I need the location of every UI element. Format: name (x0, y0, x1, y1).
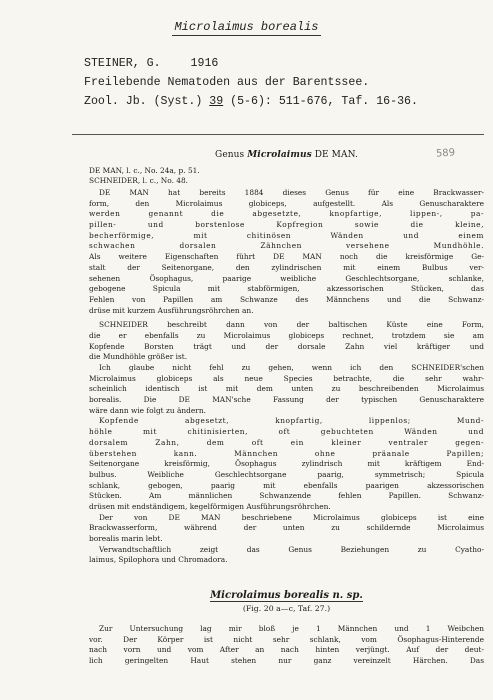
text-line: pillen- und borstenlose Kopfregion sowie die kleine, (89, 220, 484, 230)
reference-journal-line (84, 92, 484, 111)
card-divider (72, 134, 484, 135)
text-line: Microlaimus globiceps als neue Species betrachte, die sehr wahr- (89, 373, 484, 383)
paragraph-2 (89, 320, 484, 363)
text-line: drüsen mit endständigem, kegelförmigen Ausführungsröhrchen. (89, 501, 331, 511)
text-line: vor. Der Körper ist nicht sehr schlank, vom Ösophagus-Hinterende (89, 634, 484, 644)
text-line: dorsalem Zahn, dem oft ein kleiner ventraler gegen- (89, 437, 484, 447)
text-line: nach vorn und vom After an nach hinten verjüngt. Auf der deut- (89, 645, 484, 655)
text-line: überstehen kann. Männchen ohne präanale Papillen; (89, 448, 484, 458)
paragraph-3 (89, 363, 484, 416)
text-line: schwachen dorsalen Zähnchen versehene Mundhöhle. (89, 241, 484, 251)
synonym-line: DE MAN, l. c., No. 24a, p. 51. (89, 166, 200, 175)
paragraph-4 (89, 416, 484, 512)
text-line: Verwandtschaftlich zeigt das Genus Beziehungen zu Cyatho- (99, 544, 484, 554)
species-heading (84, 590, 489, 601)
genus-heading (84, 150, 489, 160)
text-line: Kopfende abgesetzt, knopfartig, lippenlos; Mund- (99, 416, 484, 426)
text-line: DE MAN hat bereits 1884 dieses Genus für eine Brackwasser- (99, 188, 484, 197)
text-line: stalt der Seitenorgane, den zylindrischen mit einem Bulbus ver- (89, 262, 484, 272)
genus-heading-name: Microlaimus (247, 150, 312, 160)
card-title-text: Microlaimus borealis (174, 20, 319, 34)
text-line: Der von DE MAN beschriebene Microlaimus globiceps ist eine (99, 512, 484, 522)
figure-reference: (Fig. 20 a—c, Taf. 27.) (242, 604, 331, 613)
reference-volume: 39 (209, 95, 224, 108)
reference-title: Freilebende Nematoden aus der Barentssee. (84, 76, 370, 89)
text-body-species (89, 624, 484, 667)
reference-author-line (84, 54, 484, 73)
text-line: scheinlich identisch ist mit dem unten zu beschreibenden Microlaimus (89, 384, 484, 394)
text-line: laimus, Spilophora und Chromadora. (89, 555, 228, 565)
text-line: sehenen Ösophagus, paarige weibliche Geschlechtsorgane, schlanke, (89, 273, 484, 283)
paragraph-6 (89, 545, 484, 566)
text-line: Kopfende Borsten trägt und der dorsale Zahn viel kräftiger und (89, 341, 484, 351)
reference-journal: Zool. Jb. (Syst.) (84, 95, 210, 108)
text-line: borealis. Die DE MAN'sche Fassung der typischen Genuscharaktere (89, 395, 484, 405)
text-line: Brackwasserform, während der unten zu schildernde Microlaimus (89, 523, 484, 533)
genus-heading-suffix: DE MAN. (311, 150, 358, 160)
bibliographic-reference (84, 54, 484, 111)
text-line: Als weitere Eigenschaften führt DE MAN noch die kreisförmige Ge- (89, 252, 484, 262)
text-line: gebogene Spicula mit stabförmigen, akzessorischen Stücken, das (89, 284, 484, 294)
text-line: Ich glaube nicht fehl zu gehen, wenn ich den SCHNEIDER'schen (99, 363, 484, 372)
text-line: SCHNEIDER beschreibt dann von der baltischen Küste eine Form, (99, 320, 484, 330)
reference-pages: (5-6): 511-676, Taf. 16-36. (223, 95, 418, 108)
text-line: Fehlen von Papillen am Schwanze des Männchens und die Schwanz- (89, 294, 484, 304)
genus-heading-prefix: Genus (215, 150, 248, 160)
text-line: wäre dann wie folgt zu ändern. (89, 405, 206, 415)
text-line: werden genannt die abgesetzte, knopfartige, lippen-, pa- (89, 209, 484, 219)
synonym-line: SCHNEIDER, l. c., No. 48. (89, 176, 189, 185)
text-line: form, den Microlaimus globiceps, aufgestellt. Als Genuscharaktere (89, 198, 484, 208)
text-line: bulbus. Weibliche Geschlechtsorgane paarig, symmetrisch; Spicula (89, 469, 484, 479)
text-line: höhle mit chitinisierten, oft gebuchteten Wänden und (89, 427, 484, 437)
text-line: drüse mit kurzem Ausführungsröhrchen an. (89, 305, 254, 315)
card-title (0, 20, 493, 34)
text-line: Seitenorgane kreisförmig, Ösophagus zylindrisch mit kräftigem End- (89, 459, 484, 469)
paragraph-7 (89, 624, 484, 667)
text-line: die Mundhöhle größer ist. (89, 352, 188, 362)
text-line: schlank, gebogen, paarig mit ebenfalls paarigen akzessorischen (89, 480, 484, 490)
text-line: die er ebenfalls zu Microlaimus globiceps rechnet, trotzdem sie am (89, 330, 484, 340)
reference-author: STEINER, G. (84, 57, 161, 70)
handwritten-page-number: 589 (435, 147, 456, 160)
text-body (89, 188, 484, 566)
text-line: lich geringelten Haut stehen nur ganz vereinzelt Härchen. Das (89, 656, 484, 666)
paragraph-1 (89, 188, 484, 316)
paragraph-5 (89, 513, 484, 545)
text-line: Zur Untersuchung lag mir bloß je 1 Männchen und 1 Weibchen (99, 624, 484, 633)
reference-year: 1916 (190, 57, 219, 70)
text-line: becherförmige, mit chitinösen Wänden und einem (89, 230, 484, 240)
text-line: borealis marin lebt. (89, 534, 163, 543)
text-line: Stücken. Am männlichen Schwanzende fehlen Papillen. Schwanz- (89, 491, 484, 501)
species-heading-text: Microlaimus borealis n. sp. (210, 590, 363, 601)
